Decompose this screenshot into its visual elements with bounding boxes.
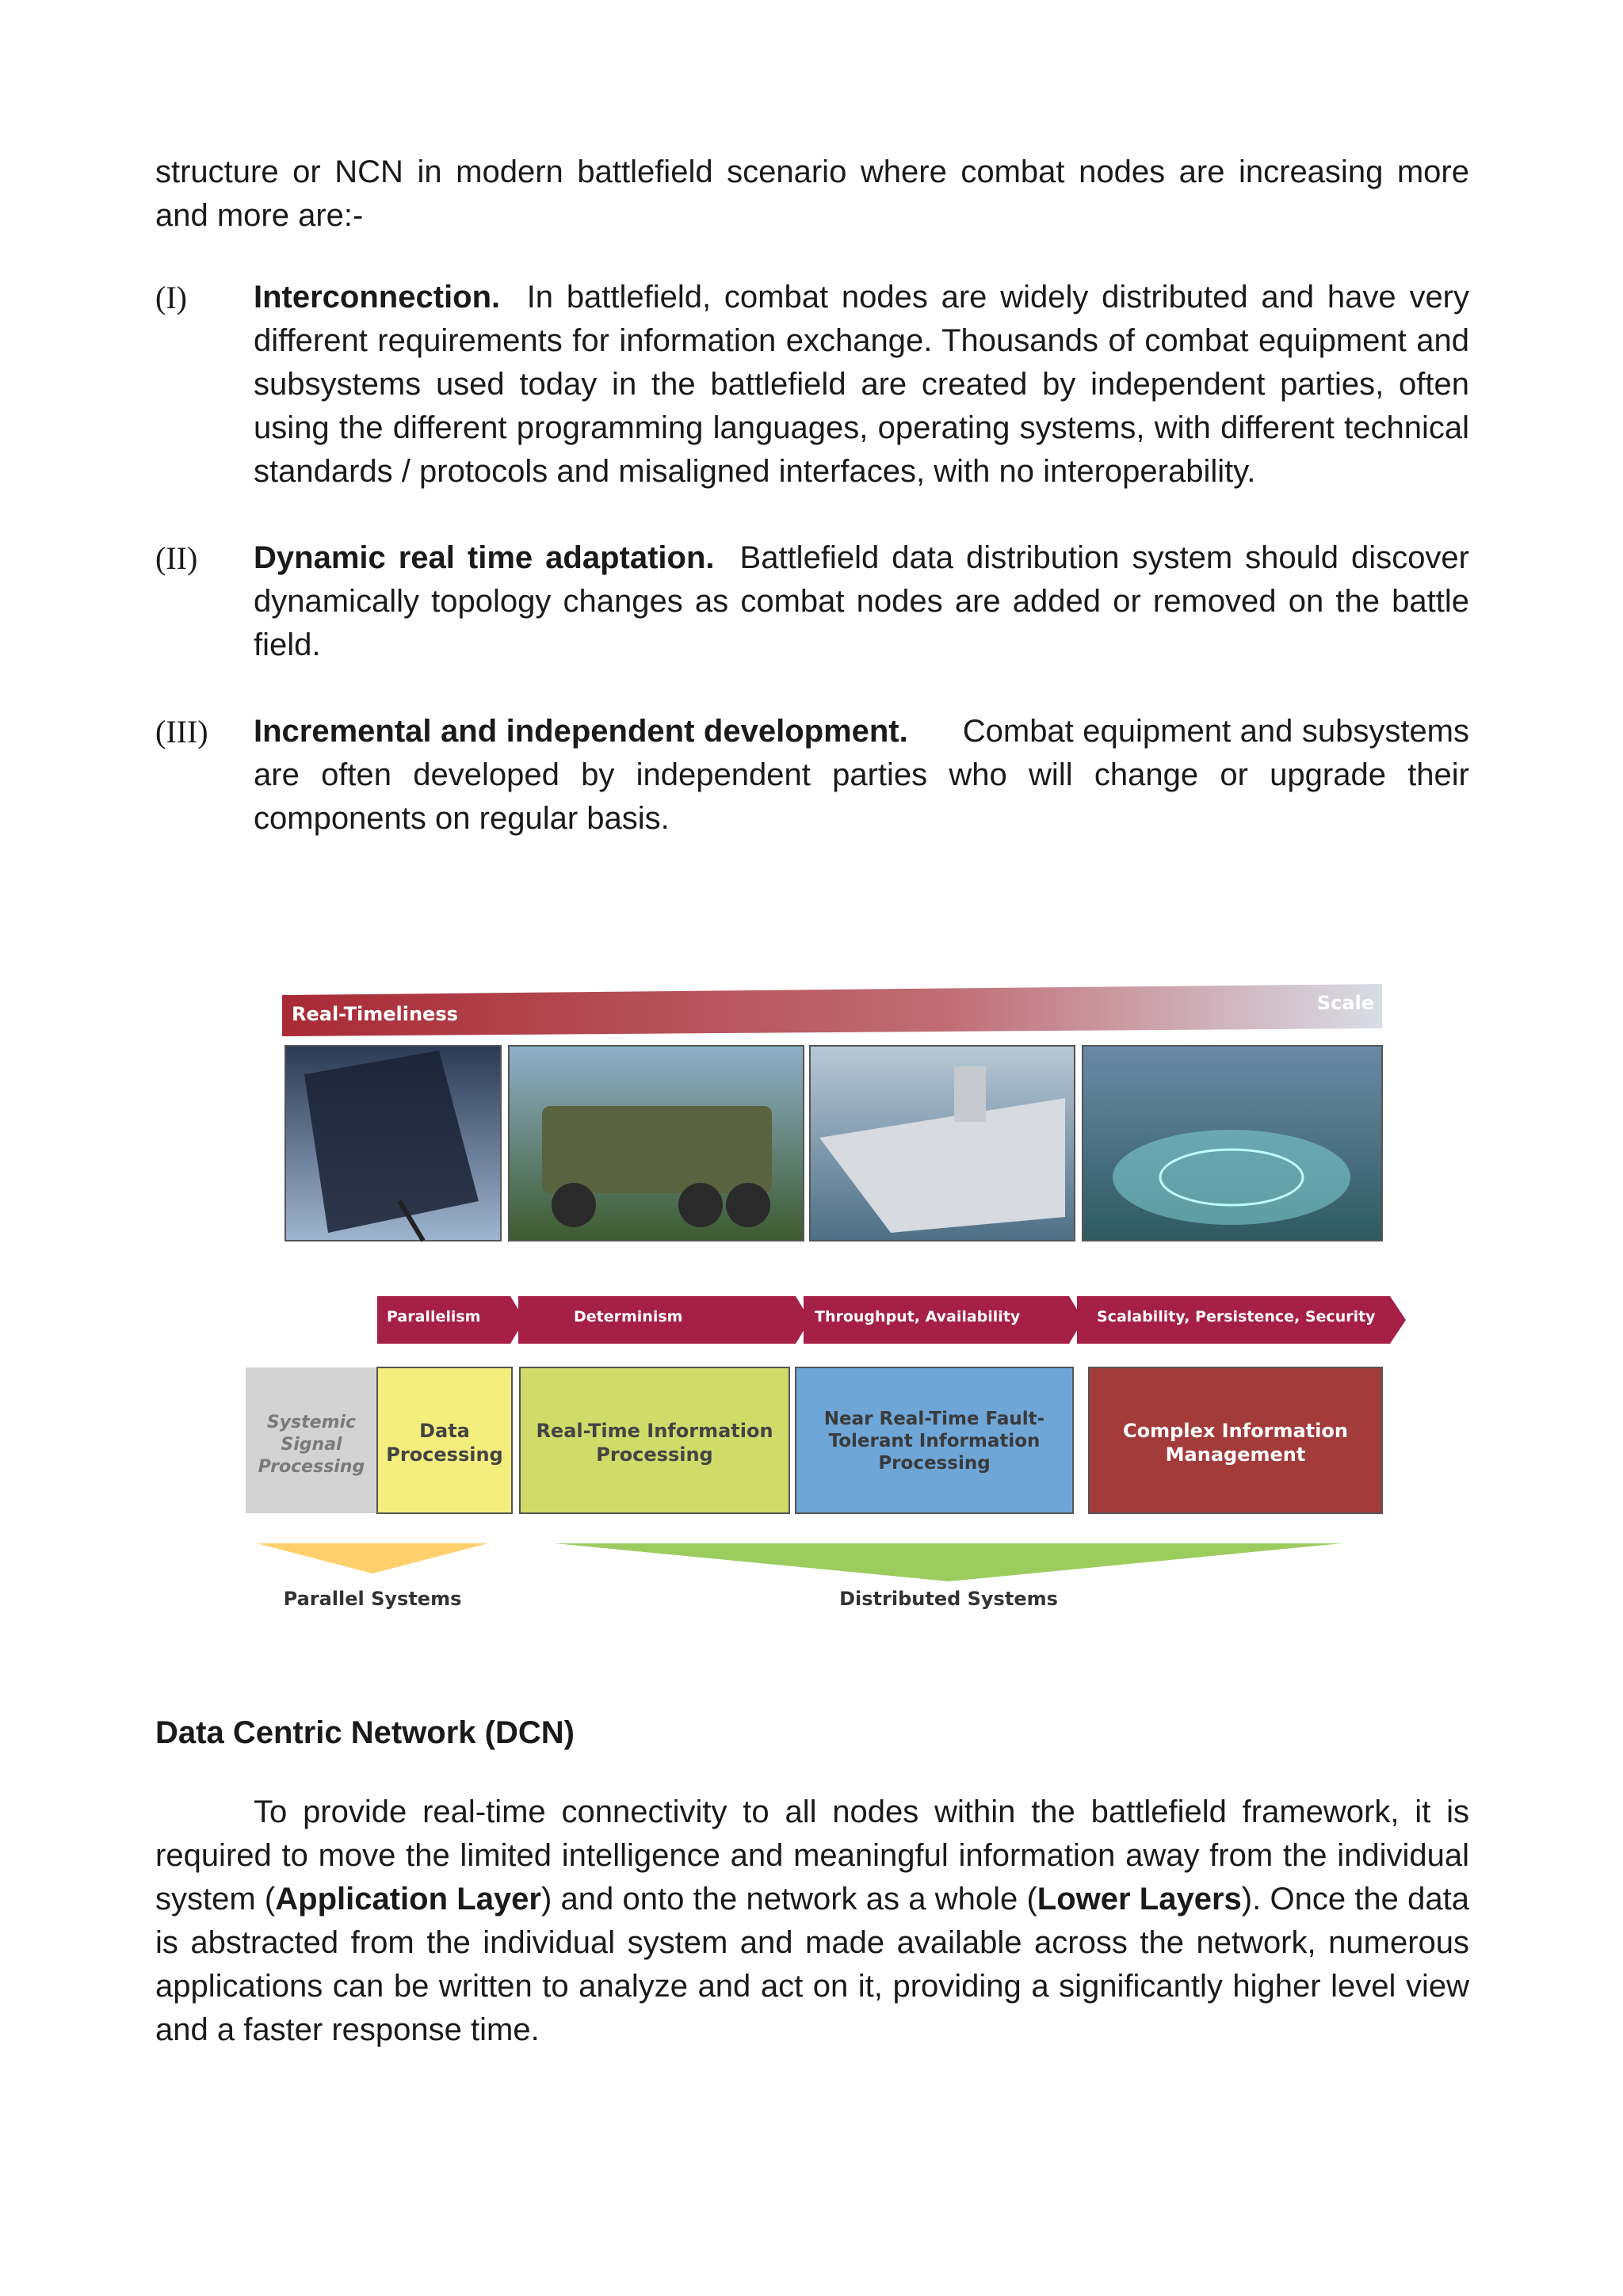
section-heading: Data Centric Network (DCN): [155, 1715, 575, 1750]
scale-label: Scale: [1316, 992, 1374, 1014]
item-number: (II): [155, 540, 198, 576]
complex-info-label: Complex Information Management: [1123, 1420, 1348, 1466]
warship-photo: [810, 1046, 1075, 1241]
dcn-bold-lower-layers: Lower Layers: [1037, 1882, 1242, 1917]
battlefield-network-photo: [1083, 1046, 1382, 1241]
parallel-systems-label: Parallel Systems: [283, 1588, 462, 1610]
rt-information-label: Real-Time Information Processing: [536, 1420, 773, 1466]
item-text: In battlefield, combat nodes are widely distributed and have very different requirements for information exchange. Thousands of combat equipment and subsystems used today in the battlefield are created by independent parties, often using the different programming languages, operating systems, with different technical standards / protocols and misaligned interfaces, with no interoperability.: [254, 280, 1470, 489]
list-item: [155, 536, 1469, 667]
determinism-label: Determinism: [574, 1308, 683, 1325]
data-processing-label: Data Processing: [386, 1420, 503, 1466]
parallel-systems-wedge: [257, 1543, 488, 1573]
item-text: Combat equipment and subsystems are often developed by independent parties who will change or upgrade their components on regular basis.: [254, 714, 1469, 836]
item-body: [254, 536, 1469, 667]
parallelism-label: Parallelism: [387, 1308, 481, 1325]
radar-photo: [285, 1046, 501, 1241]
dcn-paragraph: [155, 1791, 1469, 2052]
real-timeliness-label: Real-Timeliness: [292, 1003, 458, 1025]
throughput-label: Throughput, Availability: [815, 1308, 1021, 1325]
dcn-text-1: To provide real-time connectivity to all nodes within the battlefield framework, it is required to move the limited intelligence and meaningful information away from the individual system (: [155, 1794, 1469, 1917]
item-number: (III): [155, 714, 208, 749]
item-title: Interconnection.: [254, 280, 501, 315]
figure-diagram: [241, 979, 1422, 1613]
scalability-label: Scalability, Persistence, Security: [1097, 1308, 1376, 1325]
list-item: [155, 276, 1469, 494]
item-number: (I): [155, 280, 187, 315]
list-item: [155, 710, 1469, 841]
armored-vehicle-photo: [509, 1046, 804, 1241]
item-title: Dynamic real time adaptation.: [254, 540, 715, 575]
dcn-text-3: ). Once the data is abstracted from the individual system and made available across the network, numerous applications can be written to analyze and act on it, providing a significantly higher level view and a faster response time.: [155, 1882, 1469, 2047]
dcn-bold-application-layer: Application Layer: [275, 1882, 541, 1917]
systemic-signal-label: Systemic Signal Processing: [258, 1413, 365, 1477]
main-content: [155, 151, 1469, 883]
distributed-systems-wedge: [555, 1543, 1342, 1581]
item-body: [254, 276, 1469, 494]
distributed-systems-label: Distributed Systems: [839, 1588, 1058, 1610]
intro-paragraph: structure or NCN in modern battlefield scenario where combat nodes are increasing more and more are:-: [155, 154, 1469, 233]
item-text: Battlefield data distribution system should discover dynamically topology changes as combat nodes are added or removed on the battle field.: [254, 540, 1469, 662]
item-title: Incremental and independent development.: [254, 714, 908, 749]
item-body: [254, 710, 1469, 841]
fault-tolerant-label: Near Real-Time Fault-Tolerant Information Processing: [823, 1409, 1045, 1474]
dcn-text-2: ) and onto the network as a whole (: [541, 1882, 1037, 1917]
